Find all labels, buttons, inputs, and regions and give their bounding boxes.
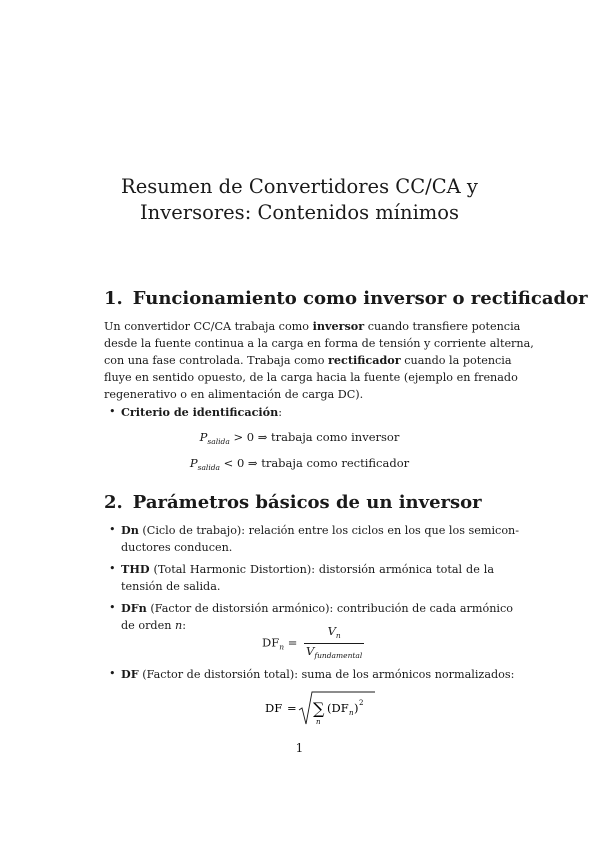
bullet-dn: [109, 522, 520, 556]
paragraph-line: [104, 352, 512, 370]
bullet-dot: •: [109, 601, 116, 614]
equation-subscript: n: [349, 709, 354, 717]
equation-rectificador: [0, 456, 599, 472]
equation-exponent: 2: [359, 699, 364, 707]
paragraph-line: desde la fuente continua a la carga en forma de tensión y corriente alterna,: [104, 336, 534, 350]
bullet-dot: •: [109, 562, 116, 575]
sum-symbol: ∑: [313, 699, 325, 718]
df-equation: [265, 690, 375, 730]
fraction: [304, 624, 364, 663]
text-run: con una fase controlada. Trabaja como: [104, 354, 325, 368]
text-run: cuando la potencia: [404, 354, 512, 368]
text-run: de orden: [121, 618, 172, 632]
text-run: (Total Harmonic Distortion): distorsión armónica total de la: [153, 563, 494, 576]
equation-subscript: n: [279, 642, 285, 652]
section-1-paragraph: [104, 318, 534, 404]
text-run: (Ciclo de trabajo): relación entre los ciclos en los que los semicon-: [142, 524, 520, 537]
bullet-term: Dn: [121, 523, 139, 537]
section-1-heading: [104, 288, 588, 310]
page-number: 1: [295, 741, 304, 755]
paragraph-line: regenerativo o en alimentación de carga DC).: [104, 387, 364, 401]
equation-subscript: n: [335, 631, 341, 640]
bullet-line: [121, 666, 515, 684]
sum-subscript: n: [316, 718, 321, 726]
fraction-numerator: [304, 624, 364, 644]
bullet-dot: •: [109, 405, 116, 418]
text-run: Un convertidor CC/CA trabaja como: [104, 320, 310, 333]
text-run: (Factor de distorsión armónico): contribución de cada armónico: [150, 602, 513, 615]
bullet-line: [121, 600, 513, 618]
bullet-thd: [109, 561, 494, 595]
equation-lhs: DF: [265, 701, 283, 715]
section-2-title: Parámetros básicos de un inversor: [132, 492, 482, 513]
equation-term: (DF: [327, 701, 349, 715]
equals-sign: =: [287, 635, 298, 650]
section-2-number: 2.: [104, 492, 123, 513]
bullet-term: THD: [121, 562, 150, 576]
math-variable: V: [306, 644, 315, 658]
term-inversor: inversor: [312, 319, 365, 333]
section-1-number: 1.: [104, 288, 123, 309]
text-run: :: [182, 618, 186, 632]
bullet-line: tensión de salida.: [121, 579, 221, 593]
equation-variable: P: [199, 430, 208, 444]
document-title-line-1: Resumen de Convertidores CC/CA y: [121, 175, 478, 198]
bullet-line: [121, 522, 520, 540]
equation-subscript: salida: [207, 437, 230, 446]
bullet-dot: •: [109, 523, 116, 536]
text-run: cuando transfiere potencia: [367, 320, 521, 333]
section-2-heading: [104, 492, 482, 514]
equation-subscript: fundamental: [314, 651, 363, 660]
equals-sign: =: [287, 701, 297, 715]
dfn-equation: [262, 624, 364, 663]
equation-term-close: ): [354, 701, 359, 715]
section-1-title: Funcionamiento como inversor o rectificador: [132, 288, 588, 309]
document-title-line-2: Inversores: Contenidos mínimos: [139, 201, 460, 224]
equation-variable: P: [189, 456, 198, 470]
math-variable: V: [327, 624, 336, 638]
equation-lhs: DF: [262, 635, 280, 650]
equation-relation: > 0 ⇒ trabaja como inversor: [233, 430, 400, 444]
equation-inversor: [0, 430, 599, 446]
bullet-term: DFn: [121, 601, 147, 615]
bullet-line: ductores conducen.: [121, 540, 233, 554]
equation-relation: < 0 ⇒ trabaja como rectificador: [223, 456, 410, 470]
bullet-dot: •: [109, 667, 116, 680]
paragraph-line: [104, 318, 521, 336]
fraction-denominator: [304, 644, 364, 663]
equation-subscript: salida: [197, 463, 220, 472]
term-rectificador: rectificador: [328, 353, 401, 368]
paragraph-line: fluye en sentido opuesto, de la carga hacia la fuente (ejemplo en frenado: [104, 371, 518, 385]
bullet-line: [121, 561, 494, 579]
criterion-bullet: [109, 404, 494, 422]
bullet-df: [109, 666, 515, 684]
bullet-term: DF: [121, 667, 139, 681]
criterion-label: Criterio de identificación: [121, 405, 279, 419]
math-variable: n: [174, 618, 183, 632]
text-run: (Factor de distorsión total): suma de los armónicos normalizados:: [142, 668, 515, 681]
criterion-colon: :: [278, 406, 283, 419]
